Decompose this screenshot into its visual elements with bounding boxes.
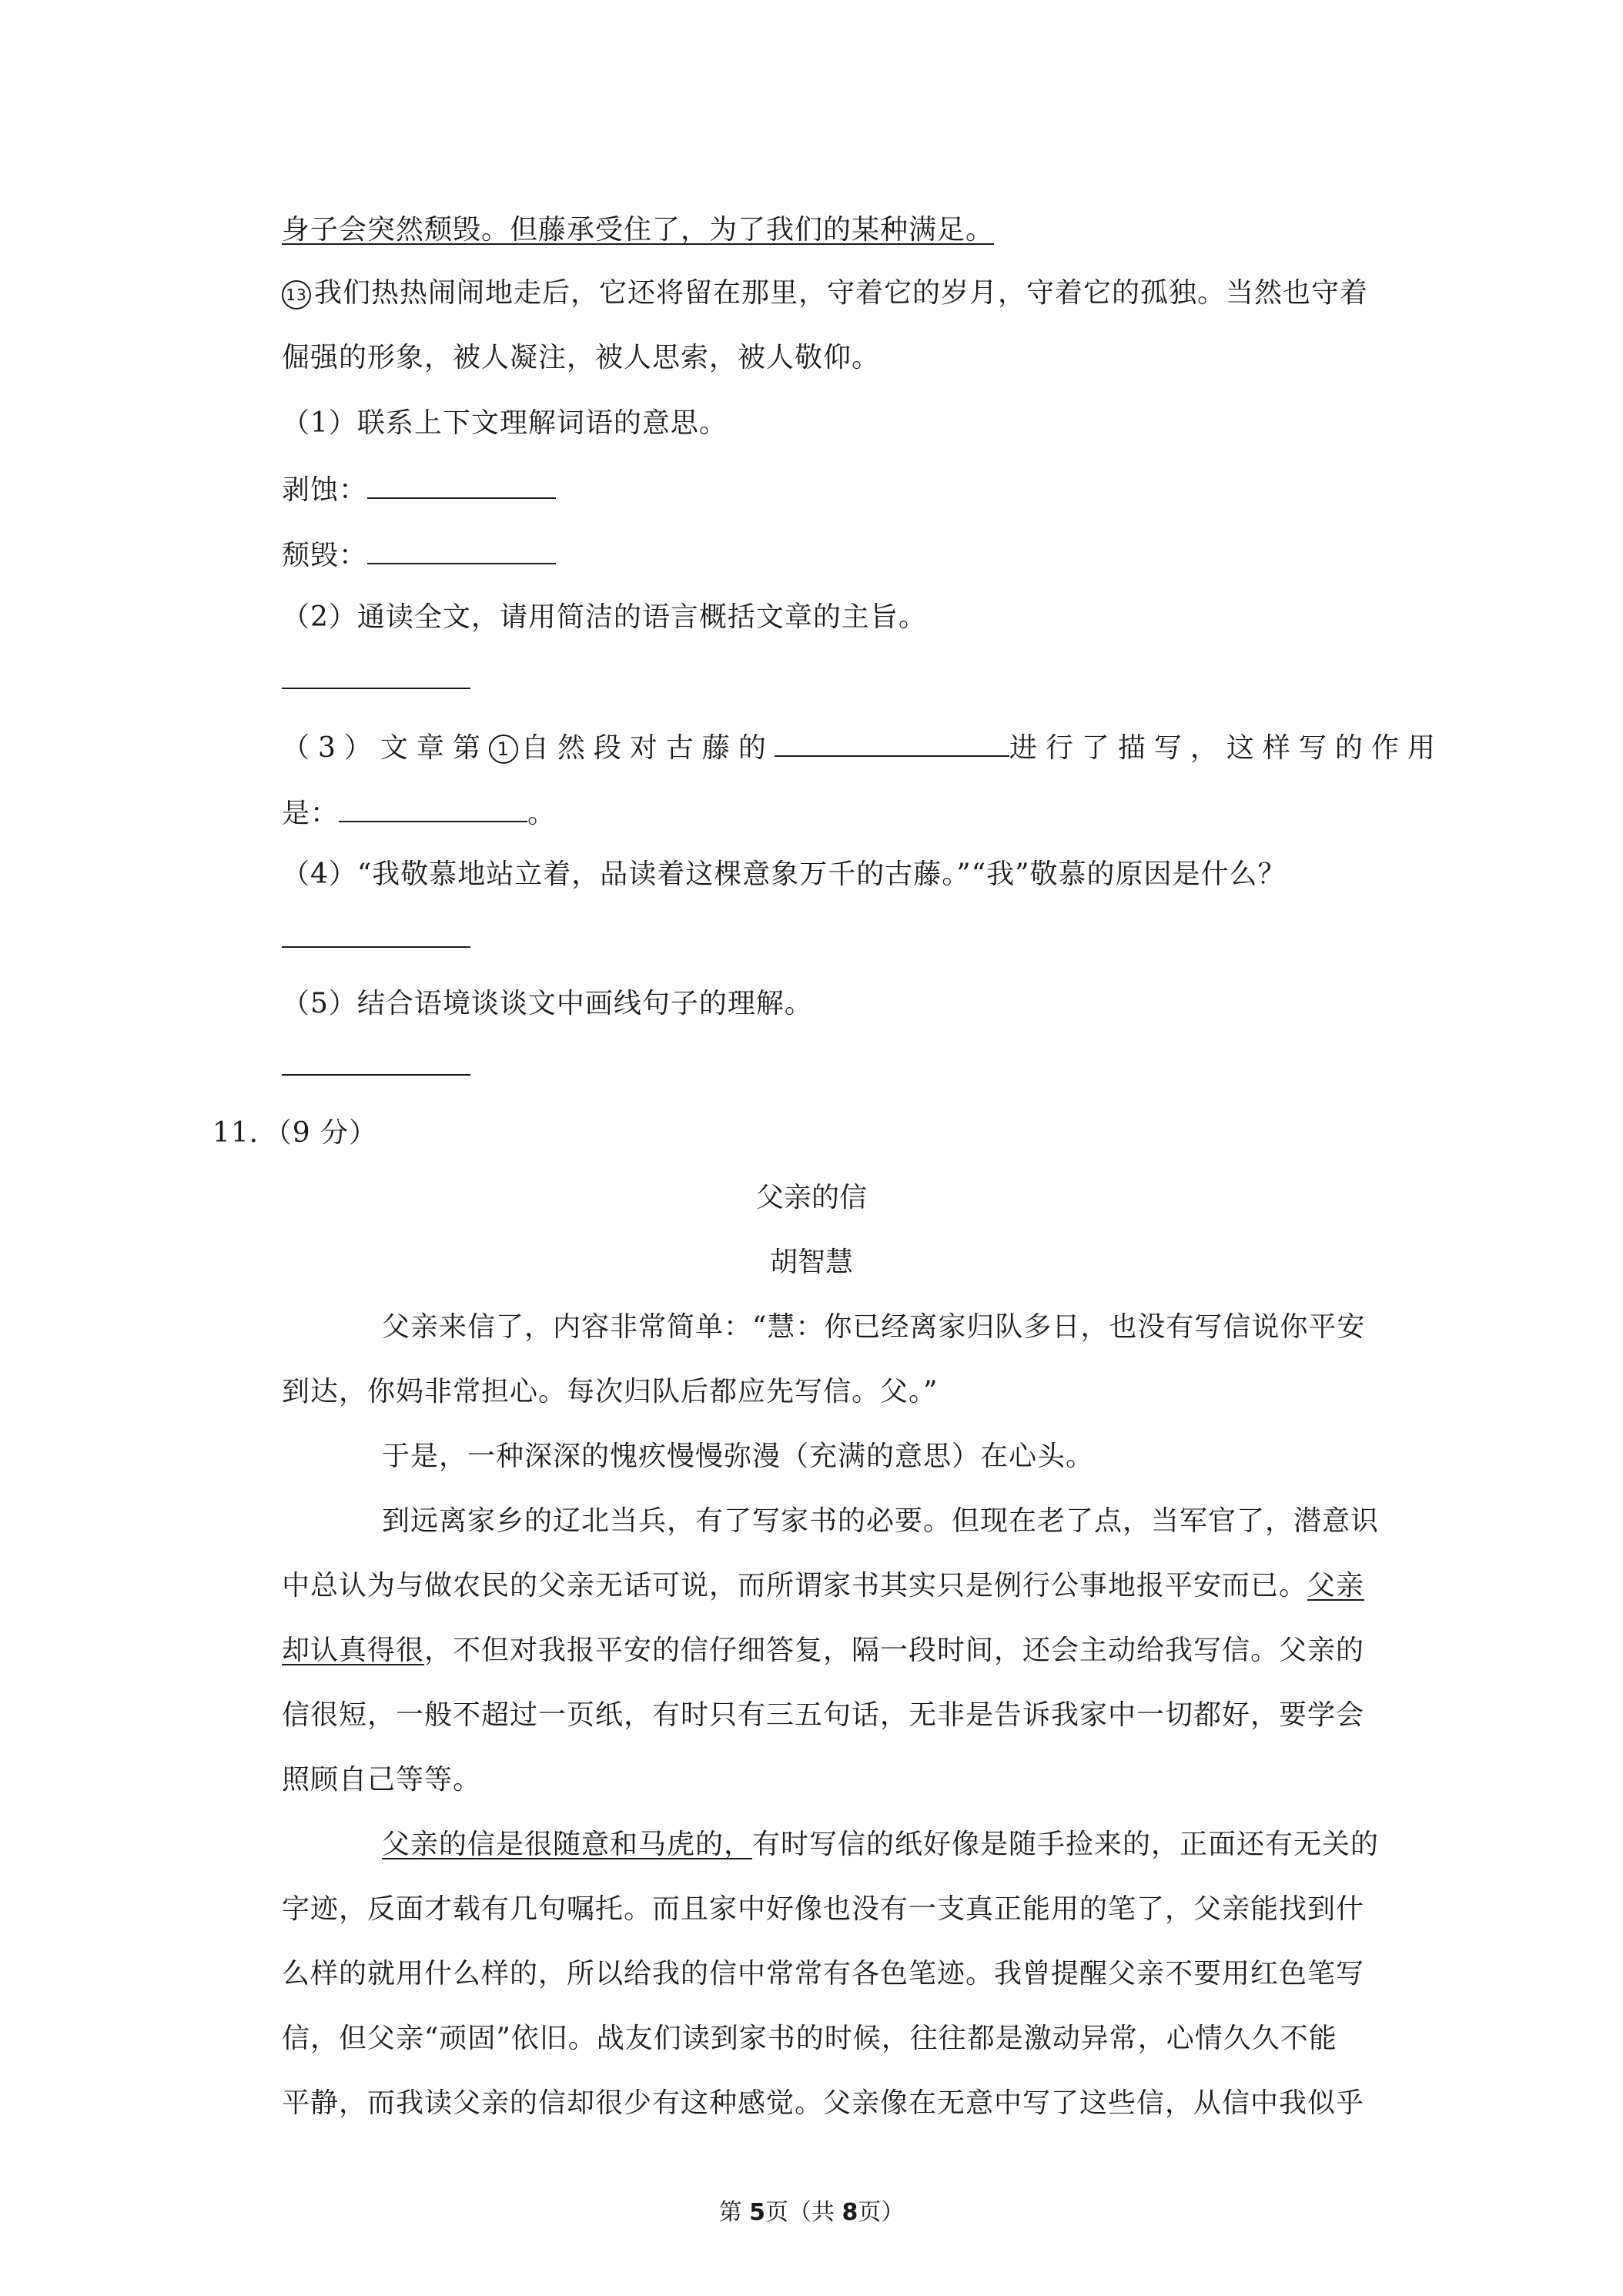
underlined-sentence-casual-letters: 父亲的信是很随意和马虎的， (382, 1829, 753, 1860)
question-3-line-1 (282, 729, 1444, 765)
underlined-sentence: 身子会突然颓毁。但藤承受住了，为了我们的某种满足。 (282, 214, 995, 246)
article-p4-line-2: 字迹，反面才载有几句嘱托。而且家中好像也没有一支真正能用的笔了，父亲能找到什 (282, 1893, 1365, 1925)
article-p4-line-1-text: 有时写信的纸好像是随手捡来的，正面还有无关的 (752, 1829, 1380, 1860)
paragraph-13-text-1: 我们热热闹闹地走后，它还将留在那里，守着它的岁月，守着它的孤独。当然也守着 (314, 277, 1369, 309)
footer-prefix: 第 (718, 2199, 750, 2226)
question-5-stem: （5）结合语境谈谈文中画线句子的理解。 (282, 988, 813, 1019)
article-title: 父亲的信 (755, 1182, 867, 1213)
underlined-phrase-father: 父亲 (1307, 1570, 1365, 1602)
article-p2-line-1: 于是，一种深深的愧疚慢慢弥漫（充满的意思）在心头。 (382, 1441, 1095, 1472)
question-1-word-2 (282, 537, 1375, 573)
answer-blank-question-3-b[interactable] (339, 795, 527, 822)
article-p4-line-3: 么样的就用什么样的，所以给我的信中常常有各色笔迹。我曾提醒父亲不要用红色笔写 (282, 1958, 1365, 1990)
article-p3-line-5: 照顾自己等等。 (282, 1764, 482, 1796)
article-p3-line-4: 信很短，一般不超过一页纸，有时只有三五句话，无非是告诉我家中一切都好，要学会 (282, 1699, 1365, 1731)
article-p4-line-5: 平静，而我读父亲的信却很少有这种感觉。父亲像在无意中写了这些信，从信中我似乎 (282, 2087, 1365, 2119)
answer-blank-question-2[interactable] (282, 688, 470, 689)
question-1-stem: （1）联系上下文理解词语的意思。 (282, 407, 728, 439)
word-label-1: 剥蚀： (282, 474, 368, 506)
question-3-part-2: 自然段对古藤的 (520, 732, 775, 764)
paragraph-13-line-1 (282, 276, 1375, 310)
article-p3-line-2-text: 中总认为与做农民的父亲无话可说，而所谓家书其实只是例行公事地报平安而已。 (282, 1570, 1308, 1602)
article-p3-line-1: 到远离家乡的辽北当兵，有了写家书的必要。但现在老了点，当军官了，潜意识 (382, 1505, 1380, 1537)
article-p1-line-1: 父亲来信了，内容非常简单：“慧：你已经离家归队多日，也没有写信说你平安 (382, 1311, 1366, 1343)
answer-blank-word-2[interactable] (367, 537, 556, 564)
question-3-part-3: 进行了描写，这样写的作用 (1009, 732, 1444, 764)
article-p3-line-3 (282, 1634, 1375, 1668)
footer-suffix: 页） (858, 2199, 905, 2226)
question-2-stem: （2）通读全文，请用简洁的语言概括文章的主旨。 (282, 601, 927, 633)
article-p4-line-4: 信，但父亲“顽固”依旧。战友们读到家书的时候，往往都是激动异常，心情久久不能 (282, 2023, 1337, 2054)
paragraph-13-line-2: 倔强的形象，被人凝注，被人思索，被人敬仰。 (282, 342, 881, 373)
page-footer (0, 2199, 1623, 2227)
footer-total-pages: 8 (842, 2199, 858, 2226)
question-1-word-1 (282, 471, 1375, 507)
answer-blank-question-5[interactable] (282, 1074, 470, 1076)
underlined-phrase-serious: 却认真得很 (282, 1635, 425, 1666)
question-11-header: 11．（9 分） (212, 1117, 378, 1149)
article-author: 胡智慧 (769, 1247, 853, 1278)
question-3-line-2-suffix: 。 (527, 798, 557, 829)
question-3-part-1: （3）文章第 (282, 732, 489, 764)
word-label-2: 颓毁： (282, 540, 368, 571)
passage-underlined-line (282, 213, 1375, 247)
article-p4-line-1 (382, 1828, 1475, 1862)
footer-middle: 页（共 (765, 2199, 842, 2226)
answer-blank-question-3-a[interactable] (775, 729, 1009, 757)
question-3-line-2-prefix: 是： (282, 798, 340, 829)
paragraph-number-13: 13 (282, 280, 311, 310)
article-p3-line-3-text: ，不但对我报平安的信仔细答复，隔一段时间，还会主动给我写信。父亲的 (424, 1635, 1365, 1666)
article-p1-line-2: 到达，你妈非常担心。每次归队后都应先写信。父。” (282, 1376, 939, 1407)
footer-page-number: 5 (749, 2199, 765, 2226)
answer-blank-word-1[interactable] (367, 471, 556, 499)
question-4-stem: （4）“我敬慕地站立着，品读着这棵意象万千的古藤。”“我”敬慕的原因是什么？ (282, 858, 1287, 890)
question-3-line-2 (282, 795, 1375, 831)
paragraph-number-1: 1 (489, 735, 518, 764)
answer-blank-question-4[interactable] (282, 946, 470, 948)
article-p3-line-2 (282, 1569, 1375, 1603)
